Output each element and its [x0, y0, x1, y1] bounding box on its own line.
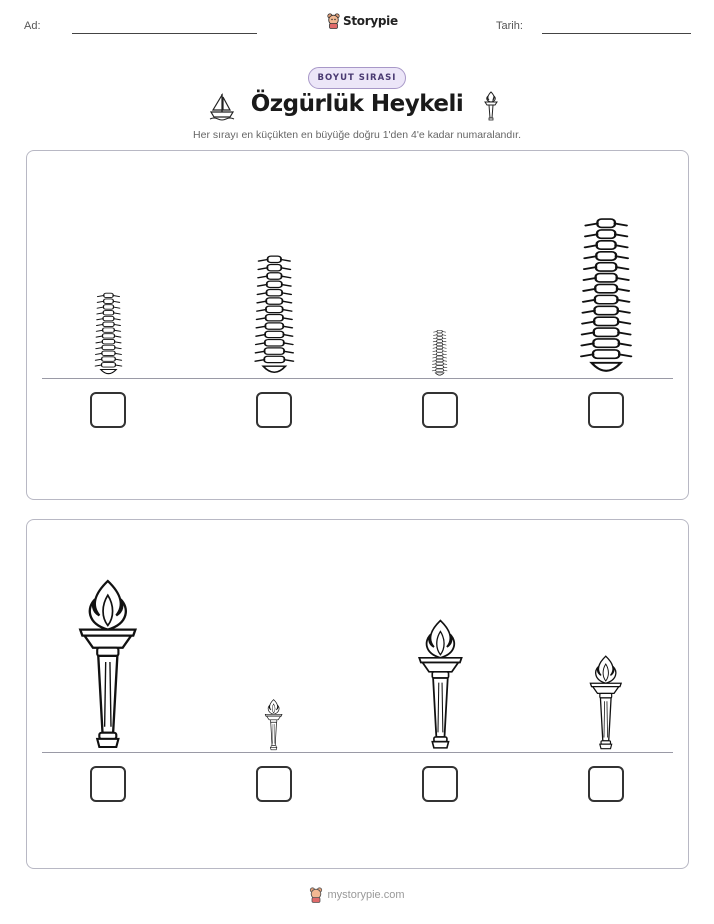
name-field[interactable]: [72, 33, 257, 34]
spine-icon: [252, 253, 297, 381]
bear-icon: [327, 13, 340, 29]
name-label: Ad:: [24, 20, 41, 32]
spine-icon-drawing: [252, 253, 297, 377]
torch-icon: [588, 655, 624, 755]
torch-icon-drawing: [76, 579, 140, 751]
spine-icon-drawing: [93, 291, 124, 377]
torch-answer-box-1[interactable]: [90, 766, 126, 802]
spine-icon: [431, 329, 448, 381]
torch-answer-box-4[interactable]: [588, 766, 624, 802]
spine-answer-box-2[interactable]: [256, 392, 292, 428]
torch-icon-drawing: [588, 655, 624, 751]
spine-answer-box-3[interactable]: [422, 392, 458, 428]
category-badge: BOYUT SIRASI: [308, 67, 406, 89]
date-field[interactable]: [542, 33, 691, 34]
instructions: Her sırayı en küçükten en büyüğe doğru 1'den 4'e kadar numaralandır.: [193, 129, 521, 141]
spine-icon-drawing: [431, 329, 448, 377]
spine-icon: [577, 215, 635, 381]
date-label: Tarih:: [496, 20, 523, 32]
spine-answer-box-4[interactable]: [588, 392, 624, 428]
spine-answer-box-1[interactable]: [90, 392, 126, 428]
footer-url: mystorypie.com: [327, 889, 405, 901]
brand-name: Storypie: [343, 14, 398, 28]
torch-icon: [416, 619, 465, 755]
torch-answer-box-3[interactable]: [422, 766, 458, 802]
footer: [0, 887, 714, 903]
torch-answer-box-2[interactable]: [256, 766, 292, 802]
bear-icon: [309, 887, 323, 903]
spine-icon-drawing: [577, 215, 635, 377]
torch-icon: [76, 579, 140, 755]
torch-icon: [264, 699, 283, 755]
torch-icon-drawing: [264, 699, 283, 751]
page-title: Özgürlük Heykeli: [250, 91, 464, 117]
small-torch-icon: [482, 90, 500, 122]
brand-logo: [327, 13, 398, 29]
spine-icon: [93, 291, 124, 381]
torch-icon-drawing: [416, 619, 465, 751]
